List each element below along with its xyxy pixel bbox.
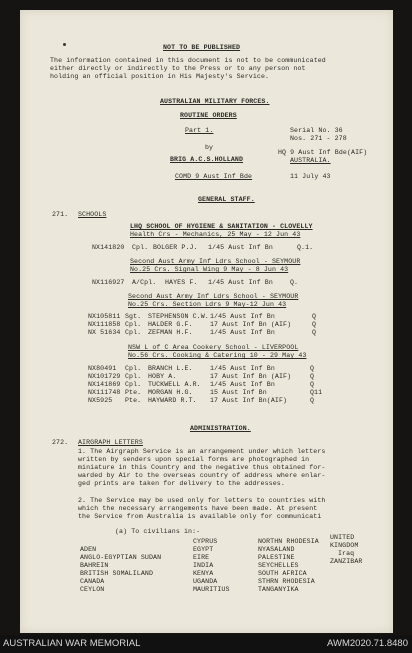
notice-line: holding an official position in His Majesty's Service. <box>50 73 270 80</box>
unit: 1/45 Aust Inf Bn <box>210 365 275 372</box>
unit: 17 Aust Inf Bn (AIF) <box>210 373 292 380</box>
grade: Q. <box>290 279 299 286</box>
service-number: NX 51634 <box>88 329 121 336</box>
footer-source: AUSTRALIAN WAR MEMORIAL <box>3 638 141 649</box>
order-date: 11 July 43 <box>290 173 331 180</box>
grade: Q <box>312 329 317 336</box>
soldier-name: HAYWARD R.T. <box>148 397 197 404</box>
rank: Pte. <box>125 389 142 396</box>
punch-hole <box>63 43 66 46</box>
paragraph-line: which the necessary arrangements have been made. At present <box>78 505 318 512</box>
country: KENYA <box>193 570 214 577</box>
administration-heading: ADMINISTRATION. <box>190 425 251 432</box>
notice-line: either directly or indirectly to the Press or to any person not <box>50 65 306 72</box>
order-numbers: Nos. 271 - 278 <box>290 135 347 142</box>
country: KINGDOM <box>330 542 359 549</box>
commander-appointment: COMD 9 Aust Inf Bde <box>175 173 253 180</box>
rank: Cpl. <box>125 365 142 372</box>
soldier-name: TUCKWELL A.R. <box>148 381 201 388</box>
country: NORTHN RHODESIA <box>258 538 319 545</box>
country: NYASALAND <box>258 546 295 553</box>
paragraph-line: 2. The Service may be used only for letters to countries with <box>78 497 326 504</box>
civilians-label: (a) To civilians in:- <box>115 528 201 535</box>
unit: 1/45 Aust Inf Bn <box>208 279 273 286</box>
school-title: LHQ SCHOOL OF HYGIENE & SANITATION - CLOVELLY <box>130 223 313 230</box>
country: STHRN RHODESIA <box>258 578 315 585</box>
unit: 1/45 Aust Inf Bn <box>210 313 275 320</box>
part-number: Part 1. <box>185 127 214 134</box>
soldier-name: HAYES F. <box>165 279 198 286</box>
footer-bar <box>0 635 412 653</box>
service-number: NX111858 <box>88 321 121 328</box>
country: ADEN <box>80 546 97 553</box>
course-title: Health Crs - Mechanics, 25 May - 12 Jun 43 <box>130 231 301 238</box>
service-number: NX101729 <box>88 373 121 380</box>
grade: Q <box>310 381 315 388</box>
unit: 1/45 Aust Inf Bn <box>210 329 275 336</box>
organization-heading: AUSTRALIAN MILITARY FORCES. <box>160 98 270 105</box>
country: BAHREIN <box>80 562 109 569</box>
grade: Q.1. <box>297 244 314 251</box>
rank: Cpl. <box>125 329 142 336</box>
course-title: No.25 Crs. Section Ldrs 9 May-12 Jun 43 <box>128 301 287 308</box>
service-number: NX105811 <box>88 313 121 320</box>
country: CANADA <box>80 578 105 585</box>
notice-line: The information contained in this document is not to be communicated <box>50 57 326 64</box>
paragraph-line: ged prints are taken for delivery to the addresses. <box>78 480 285 487</box>
country: EIRE <box>193 554 210 561</box>
country: SOUTH AFRICA <box>258 570 307 577</box>
country: PALESTINE <box>258 554 295 561</box>
rank: Pte. <box>125 397 142 404</box>
grade: Q <box>310 365 315 372</box>
school-title: NSW L of C Area Cookery School - LIVERPOOL <box>128 344 299 351</box>
unit: 1/45 Aust Inf Bn <box>208 244 273 251</box>
service-number: NX80491 <box>88 365 117 372</box>
service-number: NX141869 <box>88 381 121 388</box>
headquarters: HQ 9 Aust Inf Bde(AIF) <box>278 149 368 156</box>
country: TANGANYIKA <box>258 586 299 593</box>
paragraph-line: written by senders upon special forms are photographed in <box>78 456 310 463</box>
service-number: NX116927 <box>92 279 125 286</box>
soldier-name: MORGAN H.G. <box>148 389 193 396</box>
service-number: NX111748 <box>88 389 121 396</box>
country: ZANZIBAR <box>330 558 363 565</box>
unit: 17 Aust Inf Bn(AIF) <box>210 397 288 404</box>
grade: Q <box>312 321 317 328</box>
grade: Q <box>310 373 315 380</box>
course-title: No.56 Crs. Cooking & Catering 10 - 29 May 43 <box>128 352 307 359</box>
school-title: Second Aust Army Inf Ldrs School - SEYMOUR <box>130 258 301 265</box>
country: ANGLO-EGYPTIAN SUDAN <box>80 554 162 561</box>
country: INDIA <box>193 562 214 569</box>
rank: Cpl. <box>125 373 142 380</box>
country: CYPRUS <box>193 538 218 545</box>
airgraph-heading: AIRGRAPH LETTERS <box>78 439 143 446</box>
schools-heading: SCHOOLS <box>78 211 107 218</box>
commander-name: BRIG A.C.S.HOLLAND <box>170 156 244 163</box>
general-staff-heading: GENERAL STAFF. <box>198 196 255 203</box>
rank: Sgt. <box>125 313 142 320</box>
school-title: Second Aust Army Inf Ldrs School - SEYMOUR <box>128 293 299 300</box>
soldier-name: BRANCH L.E. <box>148 365 193 372</box>
soldier-name: HALDER G.F. <box>148 321 193 328</box>
country: EGYPT <box>193 546 214 553</box>
service-number: NX5925 <box>88 397 113 404</box>
soldier-name: HOBY A. <box>148 373 177 380</box>
paragraph-line: the Service from Australia is available only for communicati <box>78 513 322 520</box>
item-number: 272. <box>52 439 69 446</box>
country: CEYLON <box>80 586 105 593</box>
country: SEYCHELLES <box>258 562 299 569</box>
country: UNITED <box>330 534 355 541</box>
service-number: NX141820 <box>92 244 125 251</box>
rank: Cpl. <box>125 381 142 388</box>
grade: Q11 <box>310 389 323 396</box>
unit: 15 Aust Inf Bn <box>210 389 267 396</box>
rank: Cpl. <box>132 244 149 251</box>
unit: 1/45 Aust Inf Bn <box>210 381 275 388</box>
routine-orders-heading: ROUTINE ORDERS <box>180 112 237 119</box>
serial-number: Serial No. 36 <box>290 127 343 134</box>
course-title: No.25 Crs. Signal Wing 9 May - 8 Jun 43 <box>130 266 289 273</box>
country: UGANDA <box>193 578 218 585</box>
soldier-name: BOLGER P.J. <box>153 244 198 251</box>
grade: Q <box>312 313 317 320</box>
by-label: by <box>205 144 214 151</box>
item-number: 271. <box>52 211 69 218</box>
paragraph-line: miniature in this Country and the negative thus obtained for- <box>78 464 326 471</box>
grade: Q <box>310 397 315 404</box>
footer-accession-number: AWM2020.71.8480 <box>327 638 408 649</box>
country: MAURITIUS <box>193 586 230 593</box>
rank: Cpl. <box>125 321 142 328</box>
country: Iraq <box>338 550 355 557</box>
not-to-be-published-heading: NOT TO BE PUBLISHED <box>163 44 241 51</box>
rank: A/Cpl. <box>132 279 157 286</box>
document-page <box>20 10 393 633</box>
soldier-name: ZEFMAN H.F. <box>148 329 193 336</box>
unit: 17 Aust Inf Bn (AIF) <box>210 321 292 328</box>
paragraph-line: 1. The Airgraph Service is an arrangement under which letters <box>78 448 326 455</box>
soldier-name: STEPHENSON C.W. <box>148 313 209 320</box>
paragraph-line: warded by Air to the overseas country of address where enlar- <box>78 472 326 479</box>
country: BRITISH SOMALILAND <box>80 570 154 577</box>
location: AUSTRALIA. <box>290 157 331 164</box>
